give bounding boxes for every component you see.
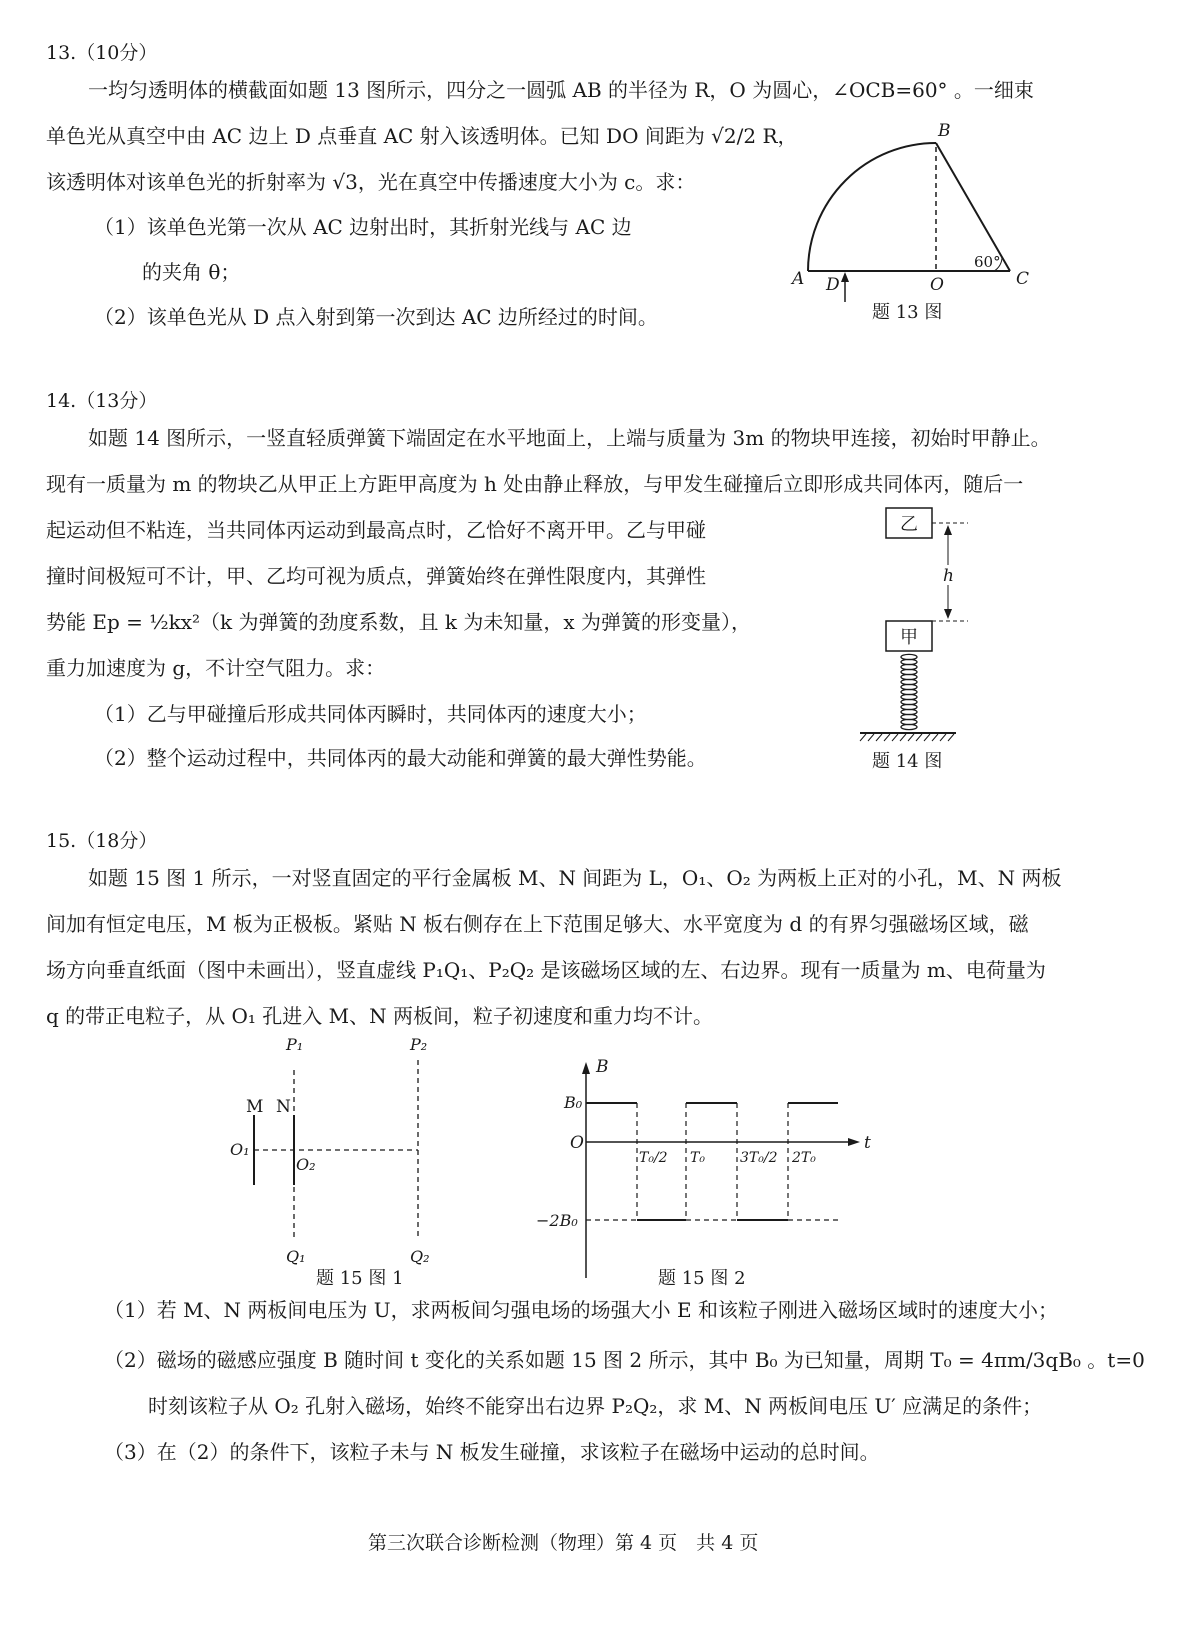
label-D: D xyxy=(826,275,840,295)
q15-line-4: q 的带正电粒子，从 O₁ 孔进入 M、N 两板间，粒子初速度和重力均不计。 xyxy=(46,1004,713,1028)
label-Q2: Q₂ xyxy=(410,1247,430,1266)
q14-figure xyxy=(858,505,1008,785)
arrow-down-icon xyxy=(944,609,952,619)
label-A: A xyxy=(792,269,805,289)
h-label: h xyxy=(943,566,954,586)
label-N: N xyxy=(276,1097,291,1117)
q14-subq-2: （2）整个运动过程中，共同体丙的最大动能和弹簧的最大弹性势能。 xyxy=(94,746,707,770)
incident-arrow-icon xyxy=(841,272,849,282)
q13-subq-1: （1）该单色光第一次从 AC 边射出时，其折射光线与 AC 边 xyxy=(94,215,632,239)
q13-header: 13.（10分） xyxy=(46,42,158,64)
q15-subq-3: （3）在（2）的条件下，该粒子未与 N 板发生碰撞，求该粒子在磁场中运动的总时间。 xyxy=(104,1440,880,1464)
label-B: B xyxy=(938,121,951,141)
q15-header: 15.（18分） xyxy=(46,830,158,852)
page-footer: 第三次联合诊断检测（物理）第 4 页 共 4 页 xyxy=(368,1532,759,1554)
block-jia-label: 甲 xyxy=(900,627,918,648)
q15-figure-1-caption: 题 15 图 1 xyxy=(316,1268,404,1289)
label-M: M xyxy=(246,1097,264,1117)
spring-coil-icon xyxy=(901,654,917,729)
q14-line-2: 现有一质量为 m 的物块乙从甲正上方距甲高度为 h 处由静止释放，与甲发生碰撞后立即形成共同体丙，随后一 xyxy=(46,472,1024,496)
q13-figure xyxy=(780,120,1050,330)
label-P1: P₁ xyxy=(286,1035,304,1054)
q15-line-3: 场方向垂直纸面（图中未画出），竖直虚线 P₁Q₁、P₂Q₂ 是该磁场区域的左、右边界。现有一质量为 m、电荷量为 xyxy=(46,958,1046,982)
block-yi-label: 乙 xyxy=(900,514,918,535)
q14-line-5: 势能 Ep = ½kx²（k 为弹簧的劲度系数，且 k 为未知量，x 为弹簧的形变量）， xyxy=(46,610,751,634)
q14-figure-caption: 题 14 图 xyxy=(872,751,943,772)
q15-subq-1: （1）若 M、N 两板间电压为 U，求两板间匀强电场的场强大小 E 和该粒子刚进入磁场区域时的速度大小； xyxy=(104,1298,1058,1322)
label-O: O xyxy=(930,275,944,295)
label-P2: P₂ xyxy=(410,1035,428,1054)
label-Q1: Q₁ xyxy=(286,1247,306,1266)
q13-line-3: 该透明体对该单色光的折射率为 √3，光在真空中传播速度大小为 c。求： xyxy=(46,170,696,194)
label-C: C xyxy=(1016,269,1030,289)
edge-BC xyxy=(936,143,1010,271)
q14-line-3: 起运动但不粘连，当共同体丙运动到最高点时，乙恰好不离开甲。乙与甲碰 xyxy=(46,518,706,542)
tick-T0: T₀ xyxy=(690,1150,705,1166)
tick-T0-half: T₀/2 xyxy=(639,1150,668,1166)
label-neg2B0: −2B₀ xyxy=(536,1211,578,1230)
label-B0: B₀ xyxy=(564,1093,583,1112)
arrow-up-icon xyxy=(944,525,952,535)
q15-figure-2 xyxy=(530,1050,880,1290)
label-B-axis: B xyxy=(596,1057,609,1077)
q14-subq-1: （1）乙与甲碰撞后形成共同体丙瞬时，共同体丙的速度大小； xyxy=(94,702,647,726)
q15-figure-2-caption: 题 15 图 2 xyxy=(658,1268,746,1289)
t-axis-arrow-icon xyxy=(848,1138,860,1146)
q15-line-2: 间加有恒定电压，M 板为正极板。紧贴 N 板右侧存在上下范围足够大、水平宽度为 d 的有界匀强磁场区域，磁 xyxy=(46,912,1029,936)
q13-subq-1-cont: 的夹角 θ； xyxy=(142,260,241,284)
B-axis-arrow-icon xyxy=(582,1062,590,1074)
q15-subq-2: （2）磁场的磁感应强度 B 随时间 t 变化的关系如题 15 图 2 所示，其中 B₀ 为已知量，周期 T₀ = 4πm/3qB₀ 。t=0 xyxy=(104,1348,1145,1372)
label-angle: 60° xyxy=(974,253,1001,271)
q14-line-4: 撞时间极短可不计，甲、乙均可视为质点，弹簧始终在弹性限度内，其弹性 xyxy=(46,564,706,588)
label-origin: O xyxy=(570,1133,584,1153)
q14-header: 14.（13分） xyxy=(46,390,158,412)
q15-figure-1 xyxy=(224,1030,454,1290)
tick-3T0-half: 3T₀/2 xyxy=(740,1150,778,1166)
q13-figure-caption: 题 13 图 xyxy=(872,302,943,323)
q14-line-6: 重力加速度为 g，不计空气阻力。求： xyxy=(46,656,386,680)
q14-line-1: 如题 14 图所示，一竖直轻质弹簧下端固定在水平地面上，上端与质量为 3m 的物块甲连接，初始时甲静止。 xyxy=(88,426,1051,450)
tick-2T0: 2T₀ xyxy=(792,1150,816,1166)
ground-hatch xyxy=(860,734,954,741)
label-O2: O₂ xyxy=(296,1155,316,1174)
q15-line-1: 如题 15 图 1 所示，一对竖直固定的平行金属板 M、N 间距为 L，O₁、O₂ 为两板上正对的小孔，M、N 两板 xyxy=(88,866,1062,890)
q13-line-1: 一均匀透明体的横截面如题 13 图所示，四分之一圆弧 AB 的半径为 R，O 为圆心，∠OCB=60° 。一细束 xyxy=(88,78,1034,102)
q13-line-2: 单色光从真空中由 AC 边上 D 点垂直 AC 射入该透明体。已知 DO 间距为 √2/2 R， xyxy=(46,124,798,148)
q13-subq-2: （2）该单色光从 D 点入射到第一次到达 AC 边所经过的时间。 xyxy=(94,305,658,329)
arc-AB xyxy=(808,143,936,271)
q15-subq-2-cont: 时刻该粒子从 O₂ 孔射入磁场，始终不能穿出右边界 P₂Q₂，求 M、N 两板间电压 U′ 应满足的条件； xyxy=(148,1394,1043,1418)
label-O1: O₁ xyxy=(230,1140,250,1159)
label-t-axis: t xyxy=(864,1133,871,1153)
